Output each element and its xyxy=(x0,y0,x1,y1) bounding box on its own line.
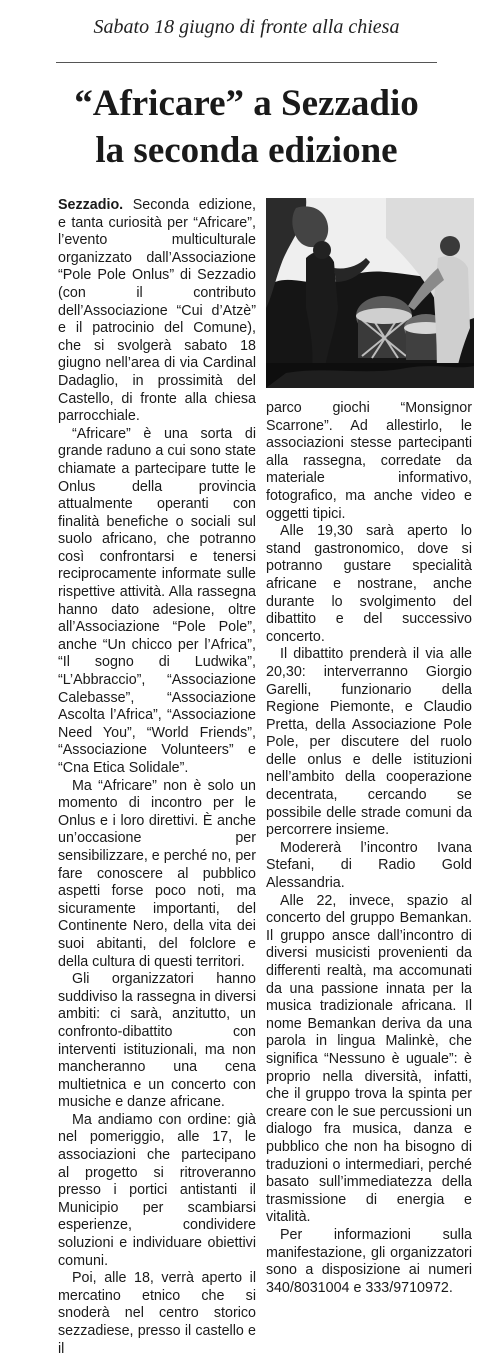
headline xyxy=(0,80,493,174)
article-column-2 xyxy=(266,400,472,1296)
paragraph-1 xyxy=(58,197,256,426)
paragraph-3: Ma “Africare” non è solo un momento di incontro per le Onlus e i loro direttivi. È anche un’occasione per sensibilizzare, e perché no, per fare conoscere al pubblico aspetti forse poco noti, ma sicuramente importanti, del Continente Nero, della vita dei suoi abitanti, del folclore e della cultura di questi territori. xyxy=(58,777,256,970)
paragraph-7: Alle 19,30 sarà aperto lo stand gastronomico, dove si potranno gustare specialità africane e nostrane, anche durante lo svolgimento del dibattito e del successivo concerto. xyxy=(266,523,472,645)
paragraph-8: Il dibattito prenderà il via alle 20,30: interverranno Giorgio Garelli, funzionario della Regione Piemonte, e Claudio Pretta, della Associazione Pole Pole, per discutere del ruolo delle onlus e delle istituzioni nell’ambito della cooperazione decentrata, cercando se possibile delle strade comuni da percorrere insieme. xyxy=(266,646,472,839)
paragraph-6: Poi, alle 18, verrà aperto il mercatino etnico che si snoderà nel centro storico sezzadiese, presso il castello e il xyxy=(58,1270,256,1357)
article-photo xyxy=(266,198,474,388)
paragraph-5: Ma andiamo con ordine: già nel pomeriggio, alle 17, le associazioni che partecipano al progetto si ritroveranno presso i portici antistanti il Municipio per scambiarsi esperienze, condividere soluzioni e individuare obiettivi comuni. xyxy=(58,1111,256,1269)
paragraph-9: Modererà l’incontro Ivana Stefani, di Radio Gold Alessandria. xyxy=(266,839,472,892)
photo-drummers-image xyxy=(266,198,474,388)
paragraph-10: Alle 22, invece, spazio al concerto del gruppo Bemankan. Il gruppo ansce dall’incontro di diversi musicisti provenienti da differenti realtà, ma accomunati da una passione innata per la musica tradizionale africana. Il nome Bemankan deriva da una parola in lingua Malinkè, che significa “Nessuno è uguale”: è proprio nella diversità, infatti, che il gruppo trova la spinta per creare con le sue percussioni un dialogo fra musica, danza e pubblico che non ha bisogno di traduzioni o intermediari, perché basato sull’immediatezza della trasmissione di energia e vitalità. xyxy=(266,892,472,1226)
paragraph-4: Gli organizzatori hanno suddiviso la rassegna in diversi ambiti: ci sarà, anzitutto, un confronto-dibattito con interventi istituzionali, ma non mancheranno una cena multietnica e un concerto con musiche e danze africane. xyxy=(58,971,256,1111)
paragraph-6-continued: parco giochi “Monsignor Scarrone”. Ad allestirlo, le associazioni stesse partecipanti alla rassegna, corredate da materiale informativo, fotografico, ma anche video e oggetti tipici. xyxy=(266,400,472,522)
headline-line-1: “Africare” a Sezzadio xyxy=(74,83,419,124)
paragraph-2: “Africare” è una sorta di grande raduno a cui sono state chiamate a partecipare tutte le Onlus della provincia attualmente operanti con finalità benefiche o sociali sul suolo africano, che potranno così confrontarsi e tenersi reciprocamente informate sulle rispettive attività. Alla rassegna hanno dato adesione, oltre all’Associazione “Pole Pole”, anche “Un chicco per l’Africa”, “Il sogno di Ludwika”, “L’Abbraccio”, “Associazione Calebasse”, “Associazione Ascolta l’Africa”, “Associazione Need You”, “World Friends”, “Associazione Volunteers” e “Cna Etica Solidale”. xyxy=(58,425,256,776)
paragraph-1-text: Seconda edizione, e tanta curiosità per “Africare”, l’evento multiculturale organizzato dall’Associazione “Pole Pole Onlus” di Sezzadio (con il contributo dell’Associazione “Cui d’Atzè” e il patrocinio del Comune), che si svolgerà sabato 18 giugno nell’area di via Cardinal Dadaglio, in prossimità del Castello, di fronte alla chiesa parrocchiale. xyxy=(58,197,256,425)
dateline: Sezzadio. xyxy=(58,197,124,213)
header-rule xyxy=(56,62,437,63)
article-column-1 xyxy=(58,197,256,1357)
paragraph-11: Per informazioni sulla manifestazione, gli organizzatori sono a disposizione ai numeri 340/8031004 e 333/9710972. xyxy=(266,1226,472,1296)
headline-line-2: la seconda edizione xyxy=(95,130,398,171)
kicker: Sabato 18 giugno di fronte alla chiesa xyxy=(93,16,400,38)
